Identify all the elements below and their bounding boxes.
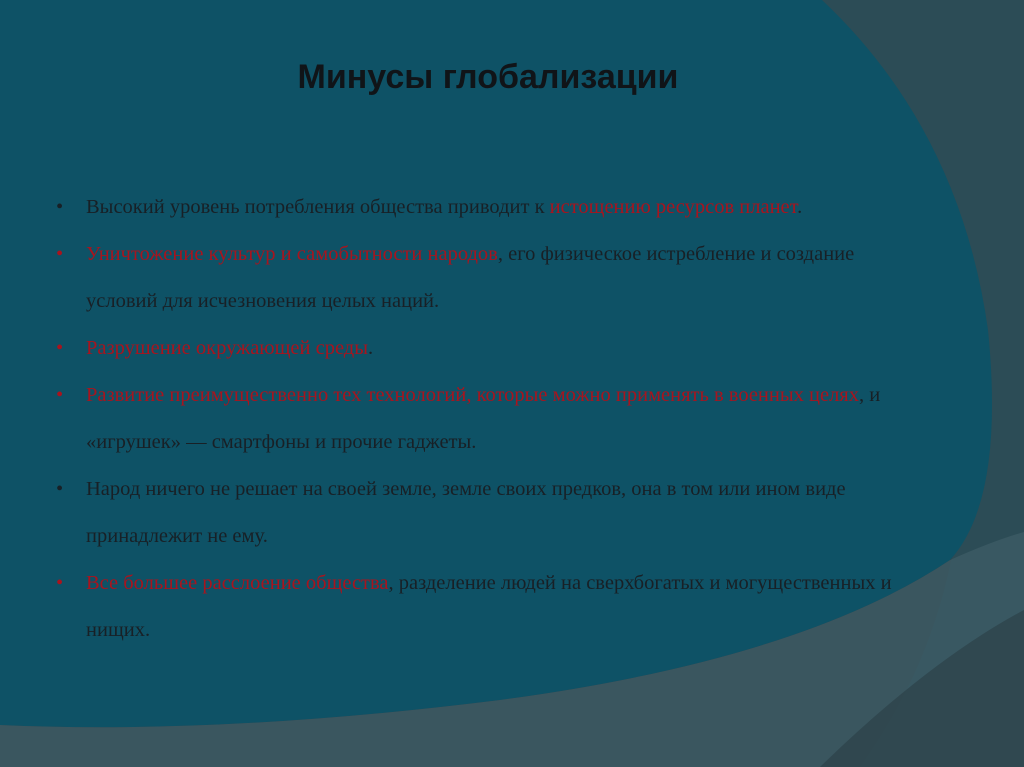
list-item [56,372,916,466]
bullet-dot-icon: • [56,243,64,265]
bullet-dot-icon: • [56,478,64,500]
bullet-dot-icon: • [56,384,64,406]
bullet-text-end: , и «игрушек» — смартфоны и прочие гаджеты. [86,384,881,453]
list-item [56,325,916,372]
list-item [56,560,916,654]
bullet-highlight: истощению ресурсов планет [549,196,798,218]
list-item [56,466,916,560]
bullet-dot-icon: • [56,572,64,594]
bullet-text-end: , разделение людей на сверхбогатых и могущественных и нищих. [86,572,892,641]
bullet-text-end: , его физическое истребление и создание условий для исчезновения целых наций. [86,243,855,312]
bullet-list [56,184,916,654]
bullet-text-end: . [368,337,374,359]
list-item [56,231,916,325]
bullet-dot-icon: • [56,196,64,218]
bullet-text: Высокий уровень потребления общества приводит к [86,196,550,218]
list-item [56,184,916,231]
bullet-dot-icon: • [56,337,64,359]
bullet-highlight: Развитие преимущественно тех технологий, которые можно применять в военных целях [86,384,859,406]
bullet-highlight: Уничтожение культур и самобытности народов [86,243,498,265]
bullet-highlight: Разрушение окружающей среды [86,337,368,359]
slide-title: Минусы глобализации [297,58,679,96]
bullet-text: Народ ничего не решает на своей земле, земле своих предков, она в том или ином виде принадлежит не ему. [86,478,846,547]
bullet-highlight: Все большее расслоение общества [86,572,389,594]
bullet-text-end: . [797,196,803,218]
